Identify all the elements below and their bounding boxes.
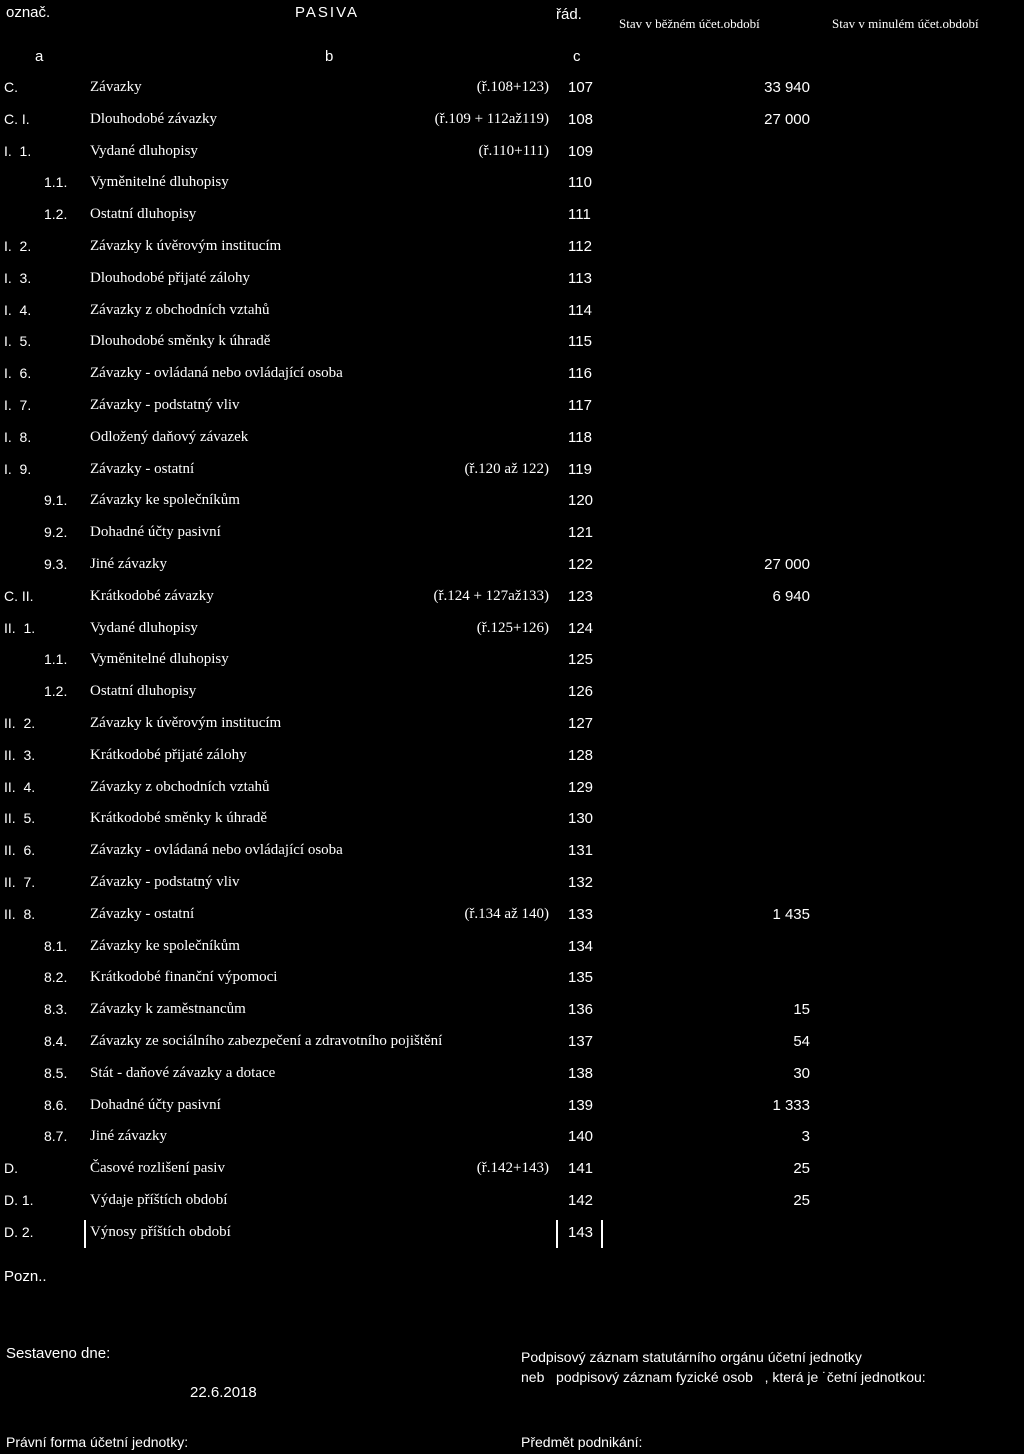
row-number: 142 bbox=[568, 1192, 594, 1209]
row-current-value: 25 bbox=[793, 1192, 810, 1209]
row-name: Závazky bbox=[90, 79, 142, 95]
row-number: 140 bbox=[568, 1128, 594, 1146]
row-oznaceni: 8.5. bbox=[44, 1064, 68, 1081]
row-oznaceni: 8.6. bbox=[44, 1096, 68, 1113]
table-row bbox=[0, 620, 1024, 648]
row-reference: (ř.125+126) bbox=[476, 619, 549, 636]
table-row bbox=[0, 842, 1024, 870]
table-row bbox=[0, 461, 1024, 489]
row-name: Jiné závazky bbox=[90, 1128, 168, 1145]
row-number: 111 bbox=[568, 206, 591, 224]
row-number: 127 bbox=[568, 715, 594, 732]
col-header-previous: Stav v minulém účet.období bbox=[832, 16, 979, 31]
row-name: Krátkodobé směnky k úhradě bbox=[90, 810, 268, 827]
row-name: Výnosy příštích období bbox=[90, 1223, 231, 1240]
table-row bbox=[0, 588, 1024, 616]
table-row bbox=[0, 810, 1024, 838]
row-name: Jiné závazky bbox=[90, 556, 168, 572]
row-name: Závazky - podstatný vliv bbox=[90, 874, 240, 890]
table-row bbox=[0, 747, 1024, 775]
table-row bbox=[0, 1097, 1024, 1125]
table-row bbox=[0, 651, 1024, 679]
table-row bbox=[0, 938, 1024, 966]
row-name: Ostatní dluhopisy bbox=[90, 206, 197, 223]
row-number: 135 bbox=[568, 969, 594, 987]
row-number: 114 bbox=[568, 301, 592, 319]
row-name: Odložený daňový závazek bbox=[90, 428, 249, 445]
row-current-value: 3 bbox=[801, 1128, 810, 1146]
row-oznaceni: 9.3. bbox=[44, 556, 68, 572]
row-name: Ostatní dluhopisy bbox=[90, 683, 197, 700]
row-number: 141 bbox=[568, 1160, 594, 1178]
sub-header-c: c bbox=[573, 48, 581, 65]
row-number: 132 bbox=[568, 874, 594, 891]
table-row bbox=[0, 492, 1024, 520]
row-oznaceni: I. 5. bbox=[4, 333, 32, 350]
row-reference: (ř.109 + 112až119) bbox=[434, 110, 549, 127]
row-number: 113 bbox=[568, 269, 592, 287]
row-oznaceni: II. 2. bbox=[4, 715, 36, 731]
row-name: Dlouhodobé závazky bbox=[90, 110, 218, 127]
row-name: Vydané dluhopisy bbox=[90, 142, 198, 159]
table-row bbox=[0, 969, 1024, 997]
row-reference: (ř.142+143) bbox=[476, 1160, 549, 1177]
row-name: Závazky - ovládaná nebo ovládající osoba bbox=[90, 365, 343, 382]
row-name: Závazky ke společníkům bbox=[90, 937, 240, 954]
col-header-oznac: označ. bbox=[6, 4, 51, 21]
table-row bbox=[0, 1128, 1024, 1156]
row-oznaceni: I. 1. bbox=[4, 142, 32, 159]
row-oznaceni: D. 1. bbox=[4, 1192, 34, 1208]
sestaveno-label: Sestaveno dne: bbox=[6, 1345, 111, 1362]
cell-border bbox=[601, 1220, 603, 1248]
row-name: Dlouhodobé přijaté zálohy bbox=[90, 269, 250, 286]
row-oznaceni: II. 7. bbox=[4, 874, 36, 890]
row-oznaceni: I. 6. bbox=[4, 365, 32, 382]
row-number: 125 bbox=[568, 651, 594, 669]
row-number: 117 bbox=[568, 397, 592, 414]
row-oznaceni: 9.1. bbox=[44, 492, 68, 509]
row-oznaceni: 1.1. bbox=[44, 174, 68, 191]
table-row bbox=[0, 238, 1024, 266]
table-row bbox=[0, 556, 1024, 584]
row-oznaceni: I. 9. bbox=[4, 460, 32, 477]
row-number: 133 bbox=[568, 905, 594, 923]
row-number: 107 bbox=[568, 79, 594, 96]
row-number: 126 bbox=[568, 683, 594, 701]
row-name: Vyměnitelné dluhopisy bbox=[90, 651, 229, 668]
row-name: Závazky z obchodních vztahů bbox=[90, 301, 270, 318]
row-name: Krátkodobé finanční výpomoci bbox=[90, 969, 278, 986]
row-current-value: 30 bbox=[793, 1064, 810, 1082]
row-name: Krátkodobé závazky bbox=[90, 587, 214, 604]
row-current-value: 54 bbox=[793, 1033, 810, 1050]
row-current-value: 27 000 bbox=[764, 556, 810, 573]
sestaveno-date: 22.6.2018 bbox=[190, 1384, 257, 1401]
row-name: Závazky k zaměstnancům bbox=[90, 1001, 246, 1018]
row-current-value: 25 bbox=[793, 1160, 810, 1178]
row-current-value: 27 000 bbox=[764, 110, 810, 128]
sub-header-a: a bbox=[35, 48, 44, 65]
row-oznaceni: I. 8. bbox=[4, 428, 32, 445]
row-number: 131 bbox=[568, 842, 594, 860]
row-number: 115 bbox=[568, 333, 592, 351]
table-row bbox=[0, 429, 1024, 457]
table-row bbox=[0, 1192, 1024, 1220]
row-number: 122 bbox=[568, 556, 594, 573]
row-reference: (ř.120 až 122) bbox=[464, 460, 549, 477]
row-name: Závazky ke společníkům bbox=[90, 492, 240, 509]
row-number: 139 bbox=[568, 1096, 594, 1114]
table-row bbox=[0, 683, 1024, 711]
row-number: 116 bbox=[568, 365, 592, 383]
row-oznaceni: II. 4. bbox=[4, 778, 36, 795]
row-name: Dohadné účty pasivní bbox=[90, 1096, 221, 1113]
row-oznaceni: II. 8. bbox=[4, 905, 36, 922]
table-row bbox=[0, 779, 1024, 807]
pozn-label: Pozn.. bbox=[4, 1268, 47, 1285]
podpis-line-2: neb podpisový záznam fyzické osob , která je ˙četní jednotkou: bbox=[521, 1369, 926, 1385]
table-row bbox=[0, 1033, 1024, 1061]
row-oznaceni: I. 4. bbox=[4, 301, 32, 318]
row-number: 138 bbox=[568, 1064, 594, 1082]
row-oznaceni: C. II. bbox=[4, 587, 34, 604]
col-header-rad: řád. bbox=[556, 6, 582, 23]
row-name: Závazky - podstatný vliv bbox=[90, 397, 240, 413]
col-header-current: Stav v běžném účet.období bbox=[619, 16, 760, 31]
row-current-value: 1 435 bbox=[772, 905, 810, 923]
row-name: Závazky - ostatní bbox=[90, 460, 195, 477]
row-name: Výdaje příštích období bbox=[90, 1192, 228, 1208]
row-oznaceni: I. 2. bbox=[4, 238, 32, 254]
sub-header-b: b bbox=[325, 48, 334, 65]
row-name: Dlouhodobé směnky k úhradě bbox=[90, 333, 271, 350]
row-current-value: 33 940 bbox=[764, 79, 810, 96]
row-number: 119 bbox=[568, 460, 592, 478]
row-number: 136 bbox=[568, 1001, 594, 1019]
row-oznaceni: 8.4. bbox=[44, 1033, 68, 1049]
table-row bbox=[0, 111, 1024, 139]
row-oznaceni: 1.2. bbox=[44, 683, 68, 700]
row-number: 110 bbox=[568, 174, 592, 192]
row-number: 121 bbox=[568, 524, 594, 542]
table-row bbox=[0, 270, 1024, 298]
cell-border bbox=[556, 1220, 558, 1248]
row-name: Dohadné účty pasivní bbox=[90, 524, 221, 541]
row-reference: (ř.110+111) bbox=[478, 142, 549, 159]
row-oznaceni: II. 3. bbox=[4, 746, 36, 763]
row-oznaceni: D. 2. bbox=[4, 1223, 34, 1240]
table-row bbox=[0, 874, 1024, 902]
col-header-pasiva: PASIVA bbox=[295, 4, 359, 21]
row-oznaceni: 8.1. bbox=[44, 937, 68, 954]
predmet-label: Předmět podnikání: bbox=[521, 1434, 643, 1450]
row-oznaceni: II. 1. bbox=[4, 619, 36, 636]
row-name: Závazky k úvěrovým institucím bbox=[90, 715, 282, 731]
row-name: Stát - daňové závazky a dotace bbox=[90, 1064, 276, 1081]
row-oznaceni: II. 6. bbox=[4, 842, 36, 859]
row-name: Krátkodobé přijaté zálohy bbox=[90, 746, 247, 763]
table-row bbox=[0, 365, 1024, 393]
row-oznaceni: D. bbox=[4, 1160, 18, 1177]
row-number: 109 bbox=[568, 142, 594, 160]
row-oznaceni: I. 3. bbox=[4, 269, 32, 286]
row-number: 128 bbox=[568, 746, 594, 764]
table-row bbox=[0, 79, 1024, 107]
row-reference: (ř.108+123) bbox=[476, 79, 549, 95]
table-row bbox=[0, 1065, 1024, 1093]
row-oznaceni: 8.7. bbox=[44, 1128, 68, 1145]
pravni-forma-label: Právní forma účetní jednotky: bbox=[6, 1434, 189, 1450]
row-name: Vydané dluhopisy bbox=[90, 619, 198, 636]
row-oznaceni: I. 7. bbox=[4, 397, 32, 413]
podpis-line-1: Podpisový záznam statutárního orgánu účetní jednotky bbox=[521, 1349, 862, 1365]
row-number: 137 bbox=[568, 1033, 594, 1050]
row-name: Závazky k úvěrovým institucím bbox=[90, 238, 282, 254]
row-name: Závazky - ovládaná nebo ovládající osoba bbox=[90, 842, 343, 859]
row-oznaceni: C. bbox=[4, 79, 18, 95]
row-name: Závazky - ostatní bbox=[90, 905, 195, 922]
table-row bbox=[0, 302, 1024, 330]
row-number: 124 bbox=[568, 619, 594, 637]
row-current-value: 6 940 bbox=[772, 587, 810, 605]
table-row bbox=[0, 906, 1024, 934]
row-number: 129 bbox=[568, 778, 594, 796]
row-current-value: 1 333 bbox=[772, 1096, 810, 1114]
table-row bbox=[0, 333, 1024, 361]
table-row bbox=[0, 1160, 1024, 1188]
row-number: 120 bbox=[568, 492, 594, 510]
cell-border bbox=[84, 1220, 86, 1248]
row-number: 130 bbox=[568, 810, 594, 828]
row-number: 143 bbox=[568, 1223, 594, 1241]
row-name: Závazky z obchodních vztahů bbox=[90, 778, 270, 795]
table-row bbox=[0, 397, 1024, 425]
row-name: Vyměnitelné dluhopisy bbox=[90, 174, 229, 191]
row-number: 118 bbox=[568, 428, 592, 446]
row-name: Závazky ze sociálního zabezpečení a zdravotního pojištění bbox=[90, 1033, 443, 1049]
row-oznaceni: II. 5. bbox=[4, 810, 36, 827]
row-number: 134 bbox=[568, 937, 594, 955]
row-number: 108 bbox=[568, 110, 594, 128]
row-reference: (ř.134 až 140) bbox=[464, 905, 549, 922]
row-number: 112 bbox=[568, 238, 592, 255]
row-oznaceni: C. I. bbox=[4, 110, 30, 127]
row-current-value: 15 bbox=[793, 1001, 810, 1019]
table-row bbox=[0, 143, 1024, 171]
row-oznaceni: 9.2. bbox=[44, 524, 68, 541]
row-oznaceni: 8.2. bbox=[44, 969, 68, 986]
table-row bbox=[0, 1224, 1024, 1252]
table-row bbox=[0, 715, 1024, 743]
row-oznaceni: 8.3. bbox=[44, 1001, 68, 1018]
table-row bbox=[0, 524, 1024, 552]
row-reference: (ř.124 + 127až133) bbox=[433, 587, 549, 604]
row-oznaceni: 1.2. bbox=[44, 206, 68, 223]
row-oznaceni: 1.1. bbox=[44, 651, 68, 668]
table-row bbox=[0, 174, 1024, 202]
row-name: Časové rozlišení pasiv bbox=[90, 1160, 225, 1177]
table-row bbox=[0, 1001, 1024, 1029]
row-number: 123 bbox=[568, 587, 594, 605]
table-row bbox=[0, 206, 1024, 234]
